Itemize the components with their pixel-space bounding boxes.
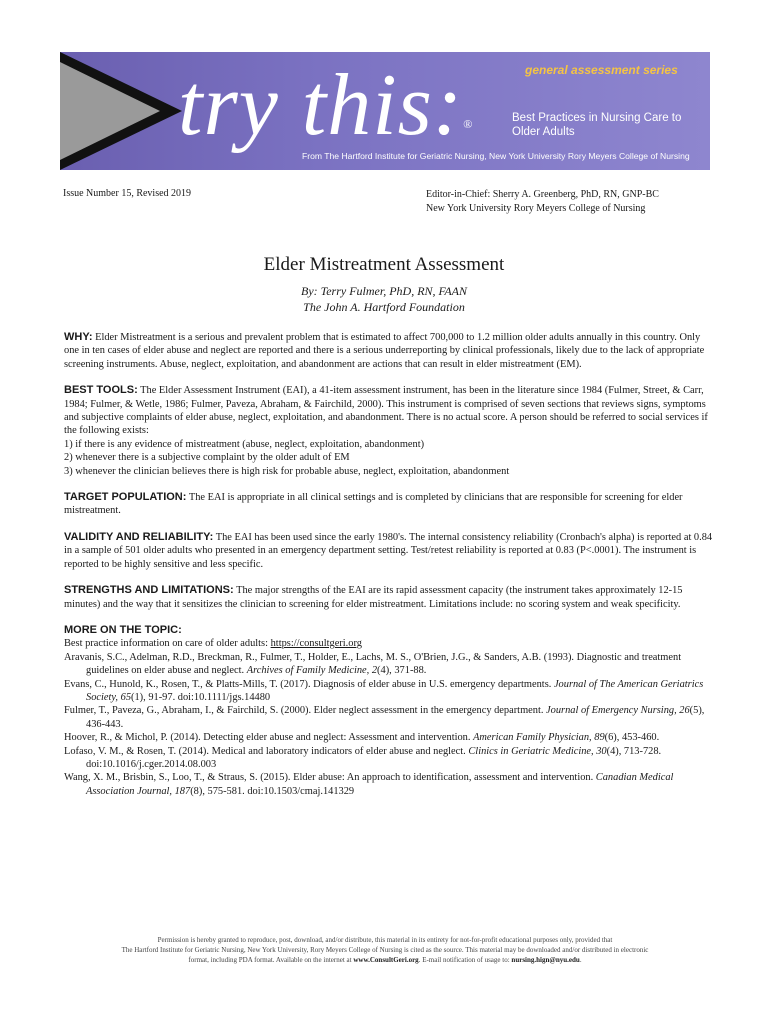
consultgeri-link[interactable]: https://consultgeri.org — [270, 638, 362, 650]
reference-item: Aravanis, S.C., Adelman, R.D., Breckman, R., Fulmer, T., Holder, E., Lachs, M. S., O'Brien, J.G., & Sanders, A.B. (1993). Diagnostic and treatment guidelines on elder abuse and neglect. Archives of Family Medicine, 2(4), 371-88. — [64, 651, 682, 677]
target-population-section: TARGET POPULATION: The EAI is appropriate in all clinical settings and is completed by clinicians that are responsible for screening for elder mistreatment. — [64, 491, 683, 517]
tagline: Best Practices in Nursing Care to Older Adults — [512, 112, 682, 138]
editor-name: Editor-in-Chief: Sherry A. Greenberg, PhD, RN, GNP-BC — [426, 189, 659, 200]
more-on-topic — [64, 624, 714, 798]
permission-footer: Permission is hereby granted to reproduce, post, download, and/or distribute, this material in its entirety for not-for-profit educational purposes only, provided that The Hartford Institute for Geriatric Nursing, New York University, Rory Meyers College of Nursing is cited as the source. This material may be downloaded and/or distributed in electronic format, including PDA format. Available on the internet at www.ConsultGeri.org. E-mail notification of usage to: nursing.hign@nyu.edu. — [121, 936, 649, 964]
from-line: From The Hartford Institute for Geriatric Nursing, New York University Rory Meyers College of Nursing — [302, 151, 690, 161]
reference-item: Wang, X. M., Brisbin, S., Loo, T., & Straus, S. (2015). Elder abuse: An approach to identification, assessment and intervention. Canadian Medical Association Journal, 187(8), 575-581. doi:10.1503/cmaj.141329 — [64, 772, 674, 797]
page-title: Elder Mistreatment Assessment — [263, 254, 505, 275]
list-item: 3) whenever the clinician believes there is high risk for probable abuse, neglect, exploitation, abandonment — [64, 465, 510, 477]
reference-item: Fulmer, T., Paveza, G., Abraham, I., & Fairchild, S. (2000). Elder neglect assessment in the emergency department. Journal of Emergency Nursing, 26(5), 436-443. — [64, 705, 705, 730]
reference-item: Evans, C., Hunold, K., Rosen, T., & Platts-Mills, T. (2017). Diagnosis of elder abuse in U.S. emergency departments. Journal of The American Geriatrics Society, 65(1), 91-97. doi:10.1111/jgs.14480 — [64, 678, 704, 703]
best-tools-section: BEST TOOLS: The Elder Assessment Instrument (EAI), a 41-item assessment instrument, has been in the literature since 1984 (Fulmer, Street, & Carr, 1984; Fulmer, & Wetle, 1986; Fulmer, Paveza, Abraham, & Fairchild, 2000). This instrument is comprised of seven sections that reviews signs, symptoms and subjective complaints of elder abuse, neglect, exploitation, and abandonment. There is no actual score. A person should be referred to social services if the following exists: — [64, 384, 708, 437]
why-section: WHY: Elder Mistreatment is a serious and prevalent problem that is estimated to affect 700,000 to 1.2 million older adults annually in this country. Only one in ten cases of elder abuse and neglect are reported and there is a serious underreporting by clinical professionals, likely due to the lack of appropriate screening instruments. Abuse, neglect, exploitation, and abandonment are actions that can result in elder mistreatment (EM). — [64, 331, 705, 370]
editor-info — [426, 188, 659, 216]
email-link[interactable]: nursing.hign@nyu.edu — [511, 956, 580, 964]
list-item: 2) whenever there is a subjective complaint by the older adult of EM — [64, 452, 350, 464]
author-org: The John A. Hartford Foundation — [303, 300, 465, 314]
banner-triangle-grey — [60, 62, 160, 160]
list-item: 1) if there is any evidence of mistreatment (abuse, neglect, exploitation, abandonment) — [64, 438, 425, 450]
series-label: general assessment series — [525, 63, 678, 77]
reference-item: Hoover, R., & Michol, P. (2014). Detecting elder abuse and neglect: Assessment and intervention. American Family Physician, 89(6), 453-460. — [64, 732, 660, 744]
article-body — [64, 331, 714, 798]
referral-list — [64, 438, 714, 478]
byline — [0, 283, 768, 315]
editor-institution: New York University Rory Meyers College of Nursing — [426, 203, 646, 214]
validity-section: VALIDITY AND RELIABILITY: The EAI has been used since the early 1980's. The internal consistency reliability (Cronbach's alpha) is reported at 0.84 in a sample of 501 older adults who presented in an emergency department setting. Test/retest reliability is reported at 0.83 (P<.0001). The instrument is reported to be highly sensitive and less specific. — [64, 530, 713, 570]
reference-item: Lofaso, V. M., & Rosen, T. (2014). Medical and laboratory indicators of elder abuse and neglect. Clinics in Geriatric Medicine, 30(4), 713-728. doi:10.1016/j.cger.2014.08.003 — [64, 745, 662, 770]
strengths-section: STRENGTHS AND LIMITATIONS: The major strengths of the EAI are its rapid assessment capacity (the instrument takes approximately 12-15 minutes) and the way that it sensitizes the clinician to screening for elder mistreatment. Limitations include: no scoring system and weak specificity. — [64, 584, 683, 610]
issue-number: Issue Number 15, Revised 2019 — [63, 188, 192, 199]
more-heading: MORE ON THE TOPIC: — [64, 623, 182, 636]
site-link[interactable]: www.ConsultGeri.org — [353, 956, 419, 964]
try-this-logo: try this:® — [178, 57, 474, 154]
author: By: Terry Fulmer, PhD, RN, FAAN — [301, 284, 467, 298]
intro-line: Best practice information on care of older adults: https://consultgeri.org — [64, 638, 362, 650]
